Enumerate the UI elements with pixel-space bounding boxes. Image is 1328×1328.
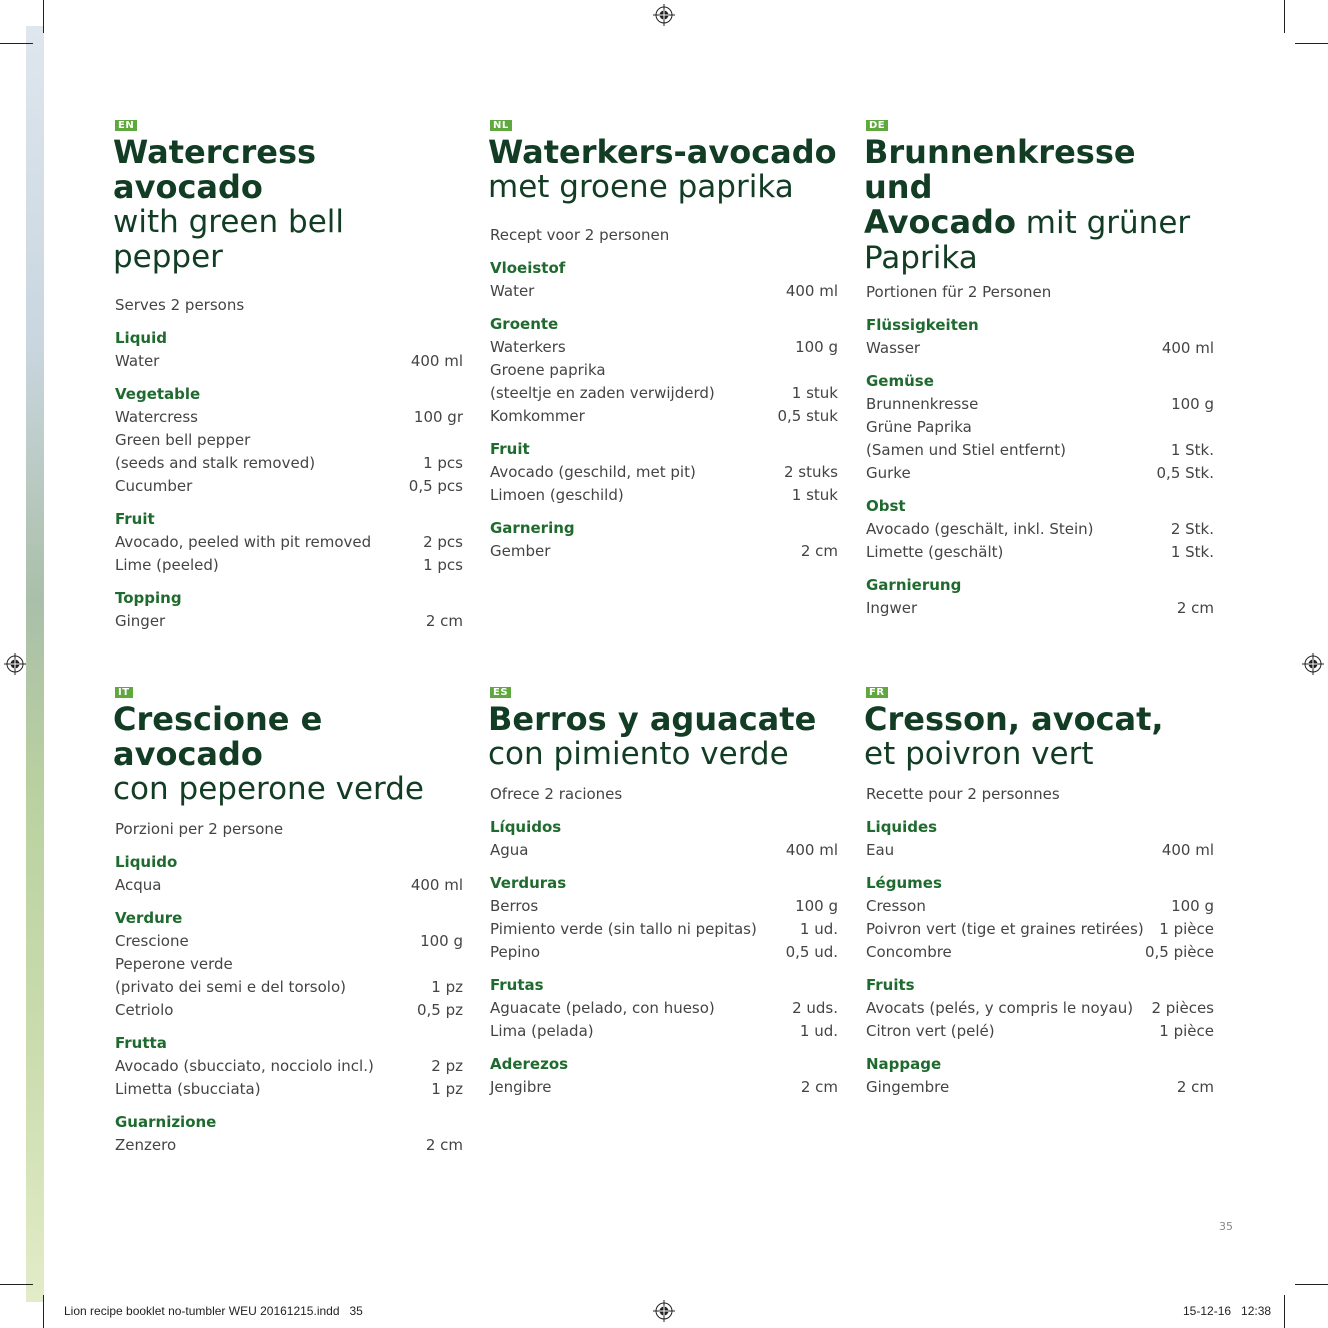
servings: Serves 2 persons [115,296,245,314]
section-title: Vloeistof [490,259,566,277]
registration-mark-icon [653,4,675,26]
ingredient-section [490,257,838,303]
title-light: mit grüner [1015,205,1191,241]
section-title: Fruit [115,510,155,528]
section-title: Gemüse [866,372,934,390]
ingredient-quantity: 1 Stk. [1170,543,1214,561]
servings: Portionen für 2 Personen [866,283,1052,301]
servings: Recette pour 2 personnes [866,785,1060,803]
crop-mark [43,1295,44,1328]
title-bold: Brunnenkresse und [864,133,1136,206]
section-title: Fruit [490,440,530,458]
ingredient-quantity: 1 ud. [799,1022,838,1040]
ingredient-name: Cresson [866,897,926,915]
section-title: Liquid [115,329,167,347]
crop-mark [1284,0,1285,33]
ingredient-section [115,851,463,897]
recipe-en [115,113,463,633]
title-light: et poivron vert [864,736,1094,772]
ingredient-row [866,597,1214,620]
ingredient-quantity: 2 stuks [783,463,838,481]
ingredient-row [115,976,463,999]
ingredient-quantity: 100 g [795,897,838,915]
title-light: con peperone verde [113,771,424,807]
ingredient-row [115,1055,463,1078]
ingredient-quantity: 100 g [795,338,838,356]
section-title: Groente [490,315,559,333]
ingredient-section [115,327,463,373]
ingredient-quantity: 400 ml [785,841,838,859]
ingredient-name: Poivron vert (tige et graines retirées) [866,920,1144,938]
title-bold: Waterkers-avocado [488,133,837,171]
ingredient-quantity: 2 cm [425,612,463,630]
ingredient-quantity: 2 cm [1176,599,1214,617]
ingredient-quantity: 2 pcs [423,533,463,551]
ingredient-quantity: 2 cm [425,1136,463,1154]
ingredient-section [115,907,463,1022]
ingredient-name: Jengibre [490,1078,552,1096]
section-title: Nappage [866,1055,942,1073]
recipe-es [490,680,838,1099]
ingredient-section [115,1111,463,1157]
ingredient-quantity: 1 stuk [791,486,838,504]
ingredient-quantity: 1 pz [431,1080,463,1098]
ingredient-row [115,610,463,633]
registration-mark-icon [1302,653,1324,675]
ingredient-list [115,851,463,1157]
registration-mark-icon [4,653,26,675]
crop-mark [1295,43,1328,44]
ingredient-name: Water [115,352,160,370]
ingredient-row [115,930,463,953]
ingredient-name: (steeltje en zaden verwijderd) [490,384,715,402]
ingredient-row [115,406,463,429]
ingredient-quantity: 2 cm [800,1078,838,1096]
title-line-2 [864,205,1214,241]
ingredient-name: Aguacate (pelado, con hueso) [490,999,715,1017]
ingredient-list [866,816,1214,1099]
recipe-nl [490,113,838,563]
ingredient-row [866,337,1214,360]
ingredient-name: Crescione [115,932,189,950]
ingredient-row [115,475,463,498]
ingredient-quantity: 1 Stk. [1170,441,1214,459]
ingredient-name: Acqua [115,876,162,894]
section-title: Flüssigkeiten [866,316,979,334]
ingredient-name: Gurke [866,464,911,482]
ingredient-quantity: 100 g [1171,897,1214,915]
title-bold: Avocado [864,203,1016,241]
recipe-title [864,702,1214,772]
slug-datetime: 15-12-16 12:38 [1183,1304,1272,1318]
servings: Ofrece 2 raciones [490,785,623,803]
section-title: Guarnizione [115,1113,217,1131]
ingredient-name: Brunnenkresse [866,395,979,413]
ingredient-quantity: 400 ml [410,352,463,370]
ingredient-name: Gingembre [866,1078,950,1096]
title-bold: Crescione e avocado [113,700,323,773]
ingredient-row [490,359,838,382]
ingredient-row [866,997,1214,1020]
ingredient-name: Lime (peeled) [115,556,219,574]
ingredient-quantity: 100 g [420,932,463,950]
section-title: Liquido [115,853,178,871]
section-title: Garnering [490,519,575,537]
ingredient-name: Ginger [115,612,166,630]
ingredient-name: Eau [866,841,895,859]
ingredient-section [115,1032,463,1101]
ingredient-list [115,327,463,633]
ingredient-name: Avocado, peeled with pit removed [115,533,372,551]
ingredient-name: Avocado (geschild, met pit) [490,463,696,481]
ingredient-row [115,1134,463,1157]
language-badge: FR [866,687,888,698]
section-title: Verduras [490,874,567,892]
ingredient-name: Komkommer [490,407,585,425]
ingredient-quantity: 0,5 stuk [777,407,838,425]
recipe-title [113,135,463,275]
ingredient-name: Berros [490,897,539,915]
ingredient-quantity: 1 pièce [1159,1022,1214,1040]
ingredient-row [866,462,1214,485]
ingredient-name: (privato dei semi e del torsolo) [115,978,346,996]
recipe-title [864,135,1214,276]
ingredient-row [490,280,838,303]
recipe-title [488,702,838,772]
ingredient-name: Avocado (sbucciato, nocciolo incl.) [115,1057,374,1075]
ingredient-section [490,974,838,1043]
ingredient-quantity: 2 pièces [1151,999,1214,1017]
registration-mark-icon [653,1300,675,1322]
ingredient-list [866,314,1214,620]
ingredient-row [115,874,463,897]
ingredient-row [115,1078,463,1101]
ingredient-name: Water [490,282,535,300]
ingredient-row [115,531,463,554]
ingredient-list [490,816,838,1099]
section-title: Frutas [490,976,544,994]
title-light: Paprika [864,240,978,276]
recipe-it [115,680,463,1157]
ingredient-quantity: 100 gr [413,408,463,426]
ingredient-row [490,461,838,484]
ingredient-quantity: 1 stuk [791,384,838,402]
ingredient-section [490,872,838,964]
ingredient-row [490,382,838,405]
ingredient-row [866,1020,1214,1043]
ingredient-section [490,313,838,428]
ingredient-quantity: 400 ml [410,876,463,894]
ingredient-row [115,953,463,976]
ingredient-section [115,587,463,633]
ingredient-row [866,541,1214,564]
ingredient-name: Concombre [866,943,952,961]
title-bold: Cresson, avocat, [864,700,1164,738]
ingredient-row [115,452,463,475]
ingredient-section [490,1053,838,1099]
servings: Recept voor 2 personen [490,226,670,244]
section-title: Fruits [866,976,915,994]
slug-filename: Lion recipe booklet no-tumbler WEU 20161215.indd 35 [64,1304,363,1318]
title-light: with green bell pepper [113,204,344,275]
ingredient-section [490,438,838,507]
page-bleed-image [26,26,44,1302]
ingredient-quantity: 0,5 pcs [408,477,463,495]
ingredient-quantity: 2 cm [800,542,838,560]
ingredient-name: Gember [490,542,551,560]
ingredient-quantity: 2 uds. [792,999,838,1017]
ingredient-name: Limoen (geschild) [490,486,624,504]
ingredient-row [490,918,838,941]
ingredient-row [866,518,1214,541]
ingredient-name: Lima (pelada) [490,1022,594,1040]
ingredient-section [866,314,1214,360]
ingredient-name: Zenzero [115,1136,177,1154]
ingredient-section [866,872,1214,964]
ingredient-row [490,997,838,1020]
crop-mark [0,1284,33,1285]
ingredient-name: Pepino [490,943,541,961]
ingredient-row [115,999,463,1022]
section-title: Líquidos [490,818,562,836]
crop-mark [43,0,44,33]
section-title: Topping [115,589,182,607]
ingredient-name: Waterkers [490,338,566,356]
ingredient-name: Limette (geschält) [866,543,1004,561]
ingredient-quantity: 400 ml [1161,841,1214,859]
ingredient-quantity: 2 cm [1176,1078,1214,1096]
title-light: met groene paprika [488,169,794,205]
ingredient-quantity: 2 Stk. [1170,520,1214,538]
language-badge: IT [115,687,133,698]
ingredient-name: (Samen und Stiel entfernt) [866,441,1066,459]
ingredient-quantity: 400 ml [1161,339,1214,357]
ingredient-quantity: 0,5 Stk. [1156,464,1214,482]
section-title: Garnierung [866,576,962,594]
section-title: Vegetable [115,385,201,403]
ingredient-quantity: 1 pièce [1159,920,1214,938]
ingredient-row [866,839,1214,862]
ingredient-quantity: 1 pcs [423,454,463,472]
section-title: Obst [866,497,906,515]
ingredient-name: Agua [490,841,529,859]
ingredient-quantity: 2 pz [431,1057,463,1075]
ingredient-section [490,816,838,862]
ingredient-name: Limetta (sbucciata) [115,1080,261,1098]
language-badge: DE [866,120,888,131]
ingredient-name: (seeds and stalk removed) [115,454,316,472]
ingredient-row [866,895,1214,918]
ingredient-row [490,1020,838,1043]
ingredient-quantity: 0,5 pièce [1144,943,1214,961]
ingredient-row [115,554,463,577]
ingredient-row [490,941,838,964]
ingredient-section [866,574,1214,620]
ingredient-row [490,405,838,428]
ingredient-name: Avocado (geschält, inkl. Stein) [866,520,1094,538]
ingredient-row [490,540,838,563]
ingredient-name: Peperone verde [115,955,233,973]
ingredient-name: Green bell pepper [115,431,251,449]
ingredient-row [866,416,1214,439]
ingredient-section [115,383,463,498]
recipe-de [866,113,1214,620]
ingredient-name: Cetriolo [115,1001,174,1019]
ingredient-quantity: 0,5 ud. [785,943,838,961]
ingredient-row [490,895,838,918]
section-title: Légumes [866,874,942,892]
crop-mark [1295,1284,1328,1285]
ingredient-row [866,439,1214,462]
ingredient-section [866,1053,1214,1099]
ingredient-row [866,1076,1214,1099]
ingredient-name: Citron vert (pelé) [866,1022,995,1040]
title-bold: Watercress avocado [113,133,317,206]
ingredient-quantity: 400 ml [785,282,838,300]
ingredient-row [490,1076,838,1099]
ingredient-quantity: 1 pz [431,978,463,996]
ingredient-name: Pimiento verde (sin tallo ni pepitas) [490,920,757,938]
ingredient-name: Ingwer [866,599,918,617]
ingredient-row [490,336,838,359]
ingredient-section [866,370,1214,485]
recipe-title [488,135,838,205]
servings: Porzioni per 2 persone [115,820,284,838]
ingredient-section [866,974,1214,1043]
ingredient-row [490,839,838,862]
ingredient-row [115,350,463,373]
ingredient-list [490,257,838,563]
ingredient-section [866,495,1214,564]
ingredient-row [490,484,838,507]
ingredient-section [115,508,463,577]
title-bold: Berros y aguacate [488,700,817,738]
crop-mark [0,43,33,44]
ingredient-quantity: 0,5 pz [416,1001,463,1019]
language-badge: EN [115,120,137,131]
ingredient-name: Cucumber [115,477,193,495]
ingredient-quantity: 1 pcs [423,556,463,574]
ingredient-name: Watercress [115,408,198,426]
section-title: Aderezos [490,1055,569,1073]
ingredient-name: Avocats (pelés, y compris le noyau) [866,999,1134,1017]
ingredient-row [866,918,1214,941]
recipe-title [113,702,463,807]
section-title: Liquides [866,818,938,836]
language-badge: NL [490,120,512,131]
title-light: con pimiento verde [488,736,789,772]
language-badge: ES [490,687,511,698]
ingredient-name: Wasser [866,339,921,357]
ingredient-row [866,393,1214,416]
section-title: Frutta [115,1034,167,1052]
crop-mark [1284,1295,1285,1328]
section-title: Verdure [115,909,183,927]
ingredient-name: Grüne Paprika [866,418,972,436]
ingredient-quantity: 100 g [1171,395,1214,413]
ingredient-name: Groene paprika [490,361,606,379]
ingredient-quantity: 1 ud. [799,920,838,938]
recipe-fr [866,680,1214,1099]
page-number: 35 [1219,1220,1233,1233]
ingredient-section [866,816,1214,862]
ingredient-row [115,429,463,452]
ingredient-section [490,517,838,563]
ingredient-row [866,941,1214,964]
